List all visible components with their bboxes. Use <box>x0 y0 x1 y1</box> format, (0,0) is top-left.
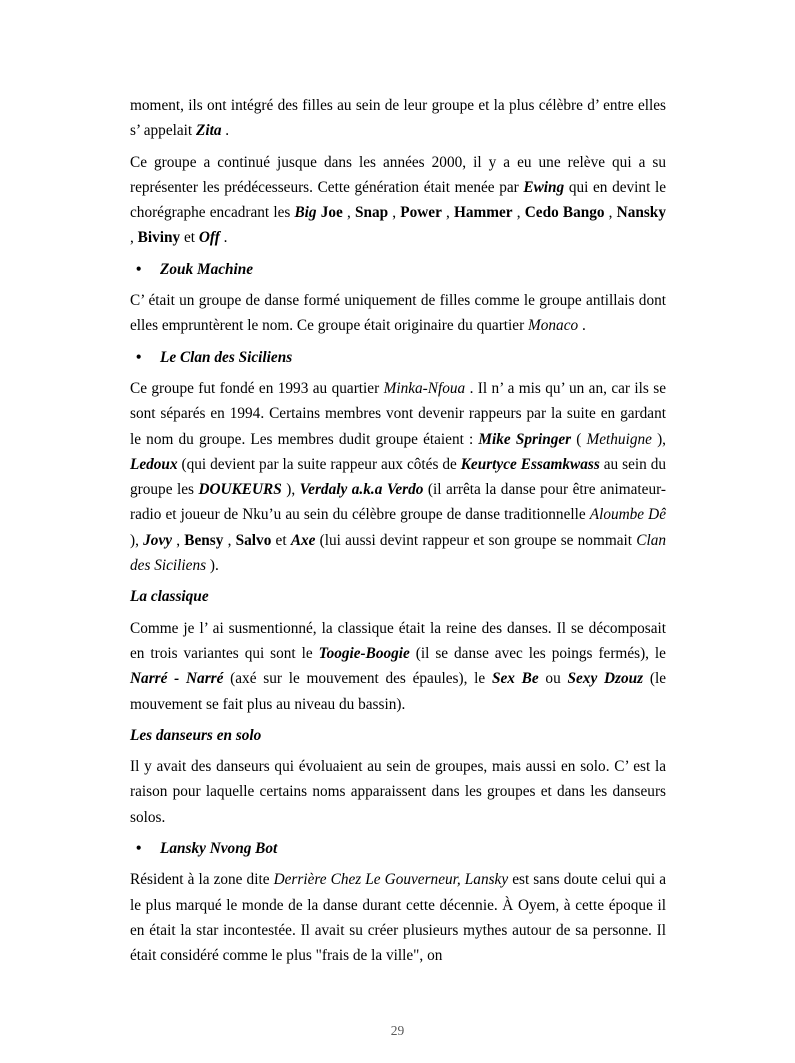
section-heading <box>130 584 666 609</box>
document-content <box>130 93 666 975</box>
text-run: . Il n’ a mis qu’ un an, car ils se sont séparés en 1994. Certains membres vont devenir rappeurs par la suite en gardant le nom du groupe. Les membres dudit groupe étaient : <box>130 379 667 448</box>
text-run: et <box>271 531 291 549</box>
page-number: 29 <box>390 1023 405 1038</box>
text-run: , <box>342 204 355 222</box>
text-run: (il se danse avec les poings fermés), le <box>409 644 666 662</box>
paragraph <box>130 867 666 968</box>
text-run: ), <box>651 430 666 448</box>
text-run: Zita <box>195 122 222 140</box>
text-run: Ce groupe a continué jusque dans les années 2000, il y a eu une relève qui a su représenter les prédécesseurs. Cette génération était menée par <box>130 153 666 196</box>
text-run: Derrière Chez Le Gouverneur, Lansky <box>273 871 509 889</box>
text-run: , <box>441 204 454 222</box>
text-run: Il y avait des danseurs qui évoluaient au sein de groupes, mais aussi en solo. C’ est la raison pour laquelle certains noms apparaissent dans les groupes et dans les danseurs solos. <box>130 758 666 826</box>
paragraph <box>130 288 666 339</box>
paragraph <box>130 93 666 144</box>
section-heading <box>130 723 666 748</box>
text-run: ), <box>130 531 144 549</box>
text-run: , <box>172 531 185 549</box>
paragraph <box>130 616 666 717</box>
text-run: , <box>512 204 525 222</box>
text-run: Minka-Nfoua <box>383 379 466 397</box>
text-run: Cedo Bango <box>524 204 605 222</box>
text-run: Ewing <box>523 178 565 196</box>
text-run: Keurtyce Essamkwass <box>460 455 600 473</box>
text-run: Comme je l’ ai susmentionné, la classique était la reine des danses. Il se décomposait en trois variantes qui sont le <box>130 619 666 662</box>
text-run: Zouk Machine <box>160 260 254 278</box>
bullet-icon: • <box>136 260 142 278</box>
text-run: , <box>130 229 138 247</box>
text-run: Résident à la zone dite <box>130 871 274 889</box>
text-run: (il arrêta la danse pour être animateur-radio et joueur de Nku’u au sein du célèbre groupe de danse traditionnelle <box>130 481 666 524</box>
text-run: . <box>221 122 230 140</box>
text-run: Hammer <box>453 204 513 222</box>
text-run: Verdaly a.k.a Verdo <box>299 481 424 499</box>
text-run: au sein du groupe les <box>130 455 666 499</box>
paragraph <box>130 150 666 251</box>
text-run: Off <box>198 229 220 247</box>
text-run: Lansky Nvong Bot <box>160 840 278 858</box>
text-run: Narré - Narré <box>130 670 224 688</box>
text-run: Snap <box>354 204 389 222</box>
text-run: (lui aussi devint rappeur et son groupe se nommait <box>315 531 637 549</box>
text-run: ( <box>571 430 587 448</box>
page-footer <box>0 1023 795 1039</box>
text-run: Mike Springer <box>478 430 572 448</box>
text-run: , <box>223 531 236 549</box>
text-run: Joe <box>316 204 343 222</box>
bullet-heading-label <box>160 257 253 282</box>
text-run: Sex Be <box>491 670 539 688</box>
text-run: qui en devint le chorégraphe encadrant les <box>130 178 666 222</box>
text-run: DOUKEURS <box>198 481 282 499</box>
text-run: Biviny <box>137 229 181 247</box>
text-run: (le mouvement se fait plus au niveau du bassin). <box>130 670 667 713</box>
text-run: Clan des Siciliens <box>130 531 666 575</box>
text-run: Jovy <box>143 531 173 549</box>
text-run: Le Clan des Siciliens <box>160 348 293 366</box>
text-run: , <box>604 204 617 222</box>
paragraph <box>130 754 666 830</box>
text-run: ), <box>281 481 300 499</box>
bullet-heading <box>130 836 666 861</box>
paragraph <box>130 376 666 578</box>
text-run: Sexy Dzouz <box>567 670 644 688</box>
bullet-heading-label <box>160 345 292 370</box>
text-run: . <box>578 317 586 335</box>
text-run: . <box>219 229 228 247</box>
text-run: Ce groupe fut fondé en 1993 au quartier <box>130 379 384 397</box>
text-run: Monaco <box>528 317 579 335</box>
text-run: (axé sur le mouvement des épaules), le <box>223 670 492 688</box>
text-run: Power <box>400 204 442 222</box>
text-run: ). <box>206 557 219 575</box>
bullet-icon: • <box>136 348 142 366</box>
text-run: et <box>180 229 199 247</box>
text-run: ou <box>538 670 568 688</box>
bullet-heading <box>130 345 666 370</box>
text-run: Salvo <box>235 531 272 549</box>
text-run: Bensy <box>184 531 224 549</box>
text-run: Toogie-Boogie <box>318 644 410 662</box>
text-run: Axe <box>290 531 316 549</box>
text-run: Big <box>294 204 317 222</box>
text-run: La classique <box>130 588 209 606</box>
text-run: moment, ils ont intégré des filles au sein de leur groupe et la plus célèbre d’ entre elles s’ appelait <box>130 97 666 140</box>
bullet-heading-label <box>160 836 277 861</box>
text-run: (qui devient par la suite rappeur aux côtés de <box>177 455 461 473</box>
text-run: Methuigne <box>586 430 652 448</box>
text-run: Ledoux <box>130 455 178 473</box>
bullet-icon: • <box>136 840 142 858</box>
text-run: Aloumbe Dê <box>589 506 666 524</box>
text-run: est sans doute celui qui a le plus marqué le monde de la danse durant cette décennie. À Oyem, à cette époque il en était la star incontestée. Il avait su créer plusieurs mythes autour de sa personne. Il était considéré comme le plus "frais de la ville", on <box>130 871 666 965</box>
text-run: Les danseurs en solo <box>130 726 262 744</box>
text-run: C’ était un groupe de danse formé uniquement de filles comme le groupe antillais dont elles empruntèrent le nom. Ce groupe était originaire du quartier <box>130 292 666 335</box>
text-run: Nansky <box>616 204 666 222</box>
bullet-heading <box>130 257 666 282</box>
text-run: , <box>388 204 401 222</box>
